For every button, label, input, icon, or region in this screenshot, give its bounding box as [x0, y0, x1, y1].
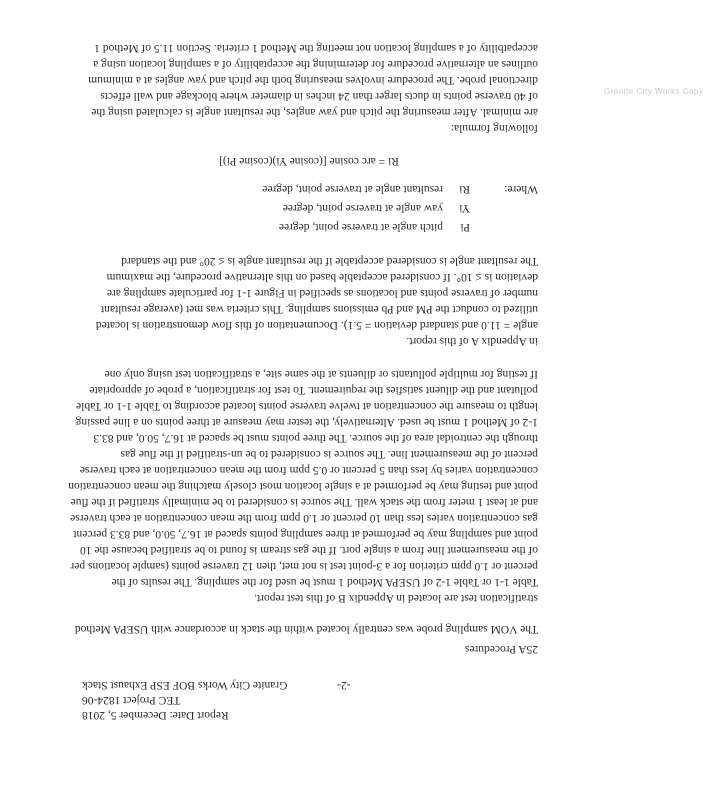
variable-description: resultant angle at traverse point, degree	[262, 183, 443, 195]
resultant-angle-formula: Ri = arc cosine [(cosine Yi)(cosine Pi)]	[219, 155, 399, 167]
variable-symbol: Ri	[459, 183, 470, 195]
paragraph-line: concentration varies by less than 5 percent or 0.5 ppm from the mean concentration at each traverse	[79, 464, 538, 476]
paragraph-line: gas concentration varies less than 10 percent or 1.0 ppm from the mean concentration at each traverse	[70, 512, 538, 524]
paragraph-line: length to measure the concentration at twelve traverse points located according to Table 1-1 or Table	[76, 400, 538, 412]
variable-description: pitch angle at traverse point, degree	[278, 221, 443, 233]
header-report-date: Report Date: December 5, 2018	[82, 709, 229, 721]
paragraph-line: following formula:	[450, 122, 538, 134]
paragraph-line: angle = 11.0 and standard deviation = 5.1). Documentation of this flow demonstration is located	[95, 319, 538, 331]
header-title-line	[82, 677, 351, 692]
paragraph-line: If testing for multiple pollutants or diluents at the same site, a stratification test using only one	[104, 368, 538, 380]
watermark: Granite City Works Copy	[604, 87, 703, 96]
where-label: Where:	[504, 183, 538, 195]
paragraph-line: are minimal. After measuring the pitch and yaw angles, the resultant angle is calculated using the	[91, 106, 538, 118]
paragraph-line: point and sampling may be performed at three sampling points spaced at 16.7, 50.0, and 83.3 percent	[73, 528, 538, 540]
paragraph-line: outlines an alternative procedure for determining the acceptability of a sampling location using a	[93, 58, 538, 70]
paragraph-line: of the measurement line from a single port. If the gas stream is found to be stratified because the 10	[80, 544, 538, 556]
paragraph-line: through the centroidal area of the source. The three points must be spaced at 16.7, 50.0, and 83.3	[93, 432, 538, 444]
paragraph-line: stratification test are located in Appendix B of this test report.	[254, 592, 538, 604]
paragraph-line: point and testing may be performed at a single location most closely matching the mean concentration	[68, 480, 538, 492]
paragraph-line: utilized to conduct the PM and Pb emissions sampling. This criteria was met (average resultant	[100, 303, 538, 315]
paragraph-line: of 40 traverse points in ducts larger than 24 inches in diameter where blockage and wall effects	[100, 90, 538, 102]
variable-symbol: Yi	[459, 202, 470, 214]
paragraph-line: Table 1-1 or Table 1-2 of USEPA Method 1 must be used for the sampling. The results of the	[111, 576, 538, 588]
paragraph-line: pollutant and the diluent satisfies the requirement. To test for stratification, a probe of appropriate	[89, 384, 538, 396]
paragraph-line: in Appendix A of this report.	[406, 335, 538, 347]
paragraph-line: and at least 1 meter from the stack wall. The source is considered to be minimally stratified if the flue	[70, 496, 538, 508]
section-heading-25a: 25A Procedures	[464, 643, 538, 655]
paragraph-line: percent or 1.0 ppm criterion for a 3-point test is not met, then 12 traverse points (sample locations per	[70, 560, 538, 572]
variable-description: yaw angle at traverse point, degree	[282, 202, 443, 214]
paragraph-line: accepatbility of a sampling location not meeting the Method 1 criteria. Section 11.5 of Method 1	[94, 42, 538, 54]
paragraph-line: directional probe. The procedure involves measuring both the pitch and yaw angles at a minimum	[88, 74, 538, 86]
variable-symbol: Pi	[460, 221, 470, 233]
paragraph-line: The resultant angle is considered acceptable if the resultant angle is ≤ 20° and the standard	[121, 255, 538, 267]
paragraph-line: The VOM sampling probe was centrally located within the stack in accordance with USEPA Method	[74, 623, 538, 635]
header-title: Granite City Works BOF ESP Exhaust Stack	[82, 679, 288, 691]
header-page-number: -2-	[337, 679, 351, 691]
paragraph-line: 1-2 of Method 1 must be used. Alternatively, the tester may measure at three points on a line passing	[75, 416, 538, 428]
paragraph-line: number of traverse points and locations as specified in Figure 1-1 for particulate sampling are	[106, 287, 538, 299]
header-project: TEC Project 1824-06	[82, 694, 181, 706]
paragraph-line: percent of the measurement line. The source is considered to be un-stratified if the flue gas	[120, 448, 538, 460]
paragraph-line: deviation is ≤ 10°. If considered acceptable based on this alternative procedure, the maximum	[106, 271, 538, 283]
